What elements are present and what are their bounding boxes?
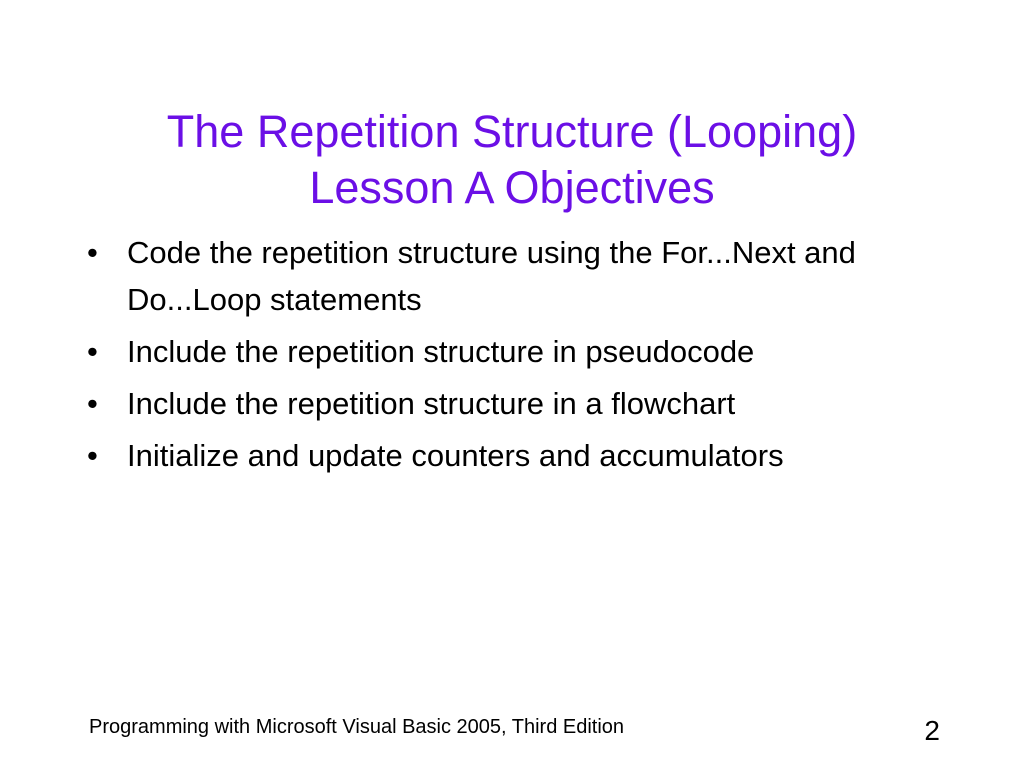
list-item — [82, 229, 952, 323]
list-item-text: Include the repetition structure in a flowchart — [127, 386, 736, 421]
list-item — [82, 328, 952, 375]
bullet-icon: • — [87, 386, 98, 421]
list-item-text: Initialize and update counters and accumulators — [127, 438, 784, 473]
slide-title-line-2: Lesson A Objectives — [309, 162, 715, 214]
list-item-text: Code the repetition structure using the For...Next and Do...Loop statements — [127, 235, 856, 317]
list-item-text: Include the repetition structure in pseudocode — [127, 334, 755, 369]
list-item — [82, 432, 952, 479]
slide-title-line-1: The Repetition Structure (Looping) — [166, 106, 858, 158]
bullet-icon: • — [87, 438, 98, 473]
page-number: 2 — [924, 715, 940, 746]
objectives-list — [82, 229, 952, 484]
bullet-icon: • — [87, 334, 98, 369]
list-item — [82, 380, 952, 427]
slide-title — [0, 104, 1024, 216]
bullet-icon: • — [87, 235, 98, 270]
slide-footer: Programming with Microsoft Visual Basic 2005, Third Edition — [89, 716, 625, 738]
